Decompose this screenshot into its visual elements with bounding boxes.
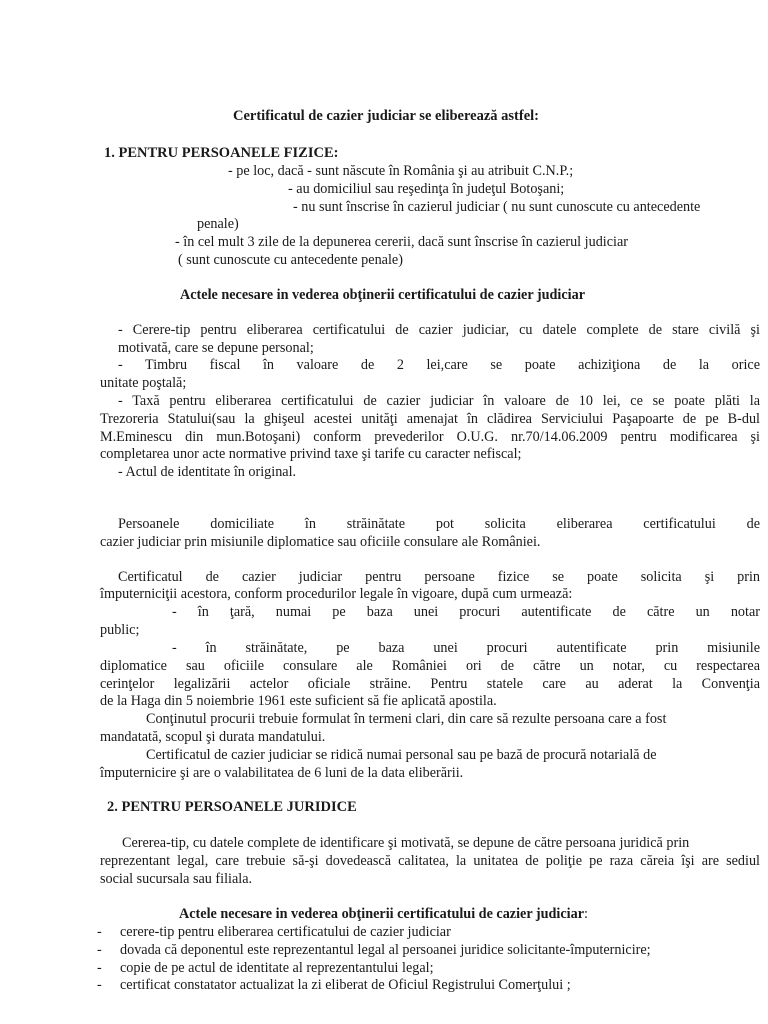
paragraph-line: Persoanele domiciliate în străinătate pot solicita eliberarea certificatului de — [118, 516, 760, 532]
bullet-dash: - — [97, 942, 102, 958]
acts-heading-2 — [179, 905, 588, 923]
section1-heading: 1. PENTRU PERSOANELE FIZICE: — [104, 145, 339, 161]
paragraph-line: de la Haga din 5 noiembrie 1961 este suficient să fie aplicată apostila. — [100, 693, 497, 709]
paragraph-line: Certificatul de cazier judiciar pentru persoane fizice se poate solicita şi prin — [118, 569, 760, 585]
bullet-dash: - — [97, 977, 102, 993]
s1-line: - în cel mult 3 zile de la depunerea cererii, dacă sunt înscrise în cazierul judiciar — [175, 234, 629, 250]
list-item: dovada că deponentul este reprezentantul legal al persoanei juridice solicitante-împuternicire; — [120, 942, 651, 958]
act-line: - Cerere-tip pentru eliberarea certificatului de cazier judiciar, cu datele complete de stare civilă şi — [118, 322, 760, 338]
paragraph-line: social sucursala sau filiala. — [100, 871, 253, 887]
acts-heading-text: Actele necesare in vederea obţinerii certificatului de cazier judiciar — [179, 906, 585, 922]
paragraph-line: diplomatice sau oficiile consulare ale României ori de către un notar, cu respectarea — [100, 658, 760, 674]
paragraph-line: împuterniciţii acestora, conform procedurilor legale în vigoare, după cum urmează: — [100, 586, 573, 602]
list-item: certificat constatator actualizat la zi eliberat de Oficiul Registrului Comerţului ; — [120, 977, 571, 993]
paragraph-line: public; — [100, 622, 140, 638]
section2-heading: 2. PENTRU PERSOANELE JURIDICE — [107, 799, 357, 815]
paragraph-line: - în străinătate, pe baza unei procuri autentificate prin misiunile — [172, 640, 760, 656]
paragraph-line: - în ţară, numai pe baza unei procuri autentificate de către un notar — [172, 604, 760, 620]
act-line: Trezoreria Statului(sau la ghişeul acestei unităţi amenajat în clădirea Serviciului Paşapoarte de pe B-dul — [100, 411, 760, 427]
list-item: copie de pe actul de identitate al reprezentantului legal; — [120, 960, 434, 976]
act-line: - Actul de identitate în original. — [118, 464, 297, 480]
paragraph-line: cerinţelor legalizării actelor oficiale străine. Pentru statele care au aderat la Convenţia — [100, 676, 760, 692]
act-line: completarea unor acte normative privind taxe şi tarife cu caracter nefiscal; — [100, 446, 522, 462]
page-title: Certificatul de cazier judiciar se eliberează astfel: — [233, 108, 540, 124]
paragraph-line: mandatată, scopul şi durata mandatului. — [100, 729, 326, 745]
acts-heading: Actele necesare in vederea obţinerii certificatului de cazier judiciar — [180, 287, 586, 303]
s1-line: penale) — [197, 216, 239, 232]
paragraph-line: Certificatul de cazier judiciar se ridică numai personal sau pe bază de procură notarială de — [146, 747, 657, 763]
s1-line: ( sunt cunoscute cu antecedente penale) — [178, 252, 403, 268]
paragraph-line: reprezentant legal, care trebuie să-şi dovedească calitatea, la unitatea de poliţie pe raza căreia îşi are sediul — [100, 853, 760, 869]
acts-heading-colon: : — [584, 906, 588, 922]
paragraph-line: cazier judiciar prin misiunile diplomatice sau oficiile consulare ale României. — [100, 534, 541, 550]
s1-line: - pe loc, dacă - sunt născute în România şi au atribuit C.N.P.; — [228, 163, 574, 179]
bullet-dash: - — [97, 960, 102, 976]
s1-line: - nu sunt înscrise în cazierul judiciar ( nu sunt cunoscute cu antecedente — [293, 199, 701, 215]
bullet-dash: - — [97, 924, 102, 940]
paragraph-line: împuternicire şi are o valabilitatea de 6 luni de la data eliberării. — [100, 765, 464, 781]
act-line: M.Eminescu din mun.Botoşani) conform prevederilor O.U.G. nr.70/14.06.2009 pentru modificarea şi — [100, 429, 760, 445]
act-line: motivată, care se depune personal; — [118, 340, 314, 356]
s1-line: - au domiciliul sau reşedinţa în judeţul Botoşani; — [288, 181, 565, 197]
act-line: - Timbru fiscal în valoare de 2 lei,care se poate achiziţiona de la orice — [118, 357, 760, 373]
act-line: unitate poştală; — [100, 375, 187, 391]
list-item: cerere-tip pentru eliberarea certificatului de cazier judiciar — [120, 924, 451, 940]
act-line: - Taxă pentru eliberarea certificatului de cazier judiciar în valoare de 10 lei, ce se poate plăti la — [118, 393, 760, 409]
paragraph-line: Cererea-tip, cu datele complete de identificare şi motivată, se depune de către persoana juridică prin — [122, 835, 690, 851]
paragraph-line: Conţinutul procurii trebuie formulat în termeni clari, din care să rezulte persoana care a fost — [146, 711, 667, 727]
